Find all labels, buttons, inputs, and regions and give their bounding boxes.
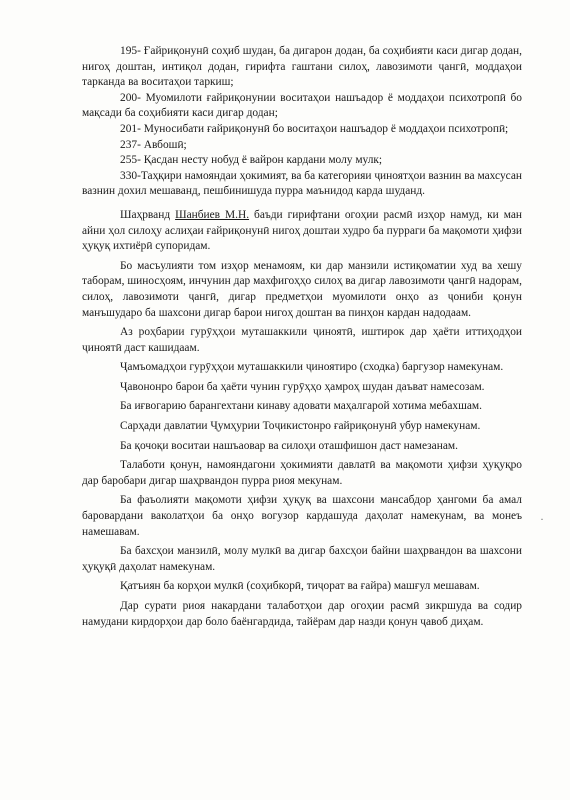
statement-border: Сарҳади давлатии Ҷумҳурии Тоҷикистонро ғайриқонунӣ убур намекунам.: [120, 420, 481, 433]
citizen-declaration-text: баъди гирифтани огоҳии расмӣ изҳор намуд, ки ман айни ҳол силоҳу аслиҳаи ғайриқонунӣ нигоҳ доштаи худро ба пурраги ба мақомоти ҳифзи ҳуқуқ ихтиёрӣ супоридам.: [82, 208, 522, 253]
statement-provocation: Ба иғвогарию барангехтани кинаву адовати маҳалгарой хотима мебахшам.: [120, 400, 482, 413]
statement-smuggling: Ба қочоқи воситаи нашъаовар ва силоҳи оташфишон даст намезанам.: [120, 439, 458, 452]
citizen-name: Шанбиев М.Н.: [175, 208, 250, 221]
statement-youth: Ҷавононро барои ба ҳаёти чунин гурӯҳҳо ҳамроҳ шудан даъват намесозам.: [120, 380, 485, 393]
article-195: 195- Ғайриқонунӣ соҳиб шудан, ба дигарон додан, ба соҳибияти каси дигар додан, нигоҳ доштан, интиқол додан, гирифта гаштани силоҳ, лавозимоти ҷангӣ, моддаҳои тарканда ва воситаҳои таркиш;: [82, 45, 522, 89]
margin-mark: ·: [540, 512, 544, 526]
citizen-declaration: [82, 208, 522, 255]
statement-law: Талаботи қонун, намояндагони ҳокимияти давлатӣ ва мақомоти ҳифзи ҳуқуқро дар баробари дигар шаҳрвандон пурра риоя мекунам.: [82, 459, 522, 487]
statement-leadership: Аз роҳбарии гурӯҳҳои муташаккили ҷиноятӣ, иштирок дар ҳаёти иттиҳодҳои ҷиноятӣ даст кашидаам.: [82, 326, 522, 354]
statement-authorities: Ба фаъолияти мақомоти ҳифзи ҳуқуқ ва шахсони мансабдор ҳангоми ба амал баровардани ваколатҳои ба онҳо вогузор кардашуда даҳолат намекунам, ва монеъ намешавам.: [82, 494, 522, 538]
statement-disputes: Ба бахсҳои манзилӣ, молу мулкӣ ва дигар бахсҳои байни шаҳрвандон ва шахсони ҳуқуқӣ даҳолат намекунам.: [82, 545, 522, 573]
article-330: 330-Таҳқири намояндаи ҳокимият, ва ба категорияи ҷиноятҳои вазнин ва махсусан вазнин дохил мешаванд, пешбинишуда пурра маънидод карда шуданд.: [82, 169, 522, 198]
citizen-prefix: Шаҳрванд: [120, 208, 176, 221]
document-body: [82, 44, 522, 630]
article-201: 201- Муносибати ғайриқонунӣ бо воситаҳои нашъадор ё моддаҳои психотропӣ;: [120, 122, 509, 135]
statement-weapons: Бо масъулияти том изҳор менамоям, ки дар манзили истиқоматии худ ва хешу таборам, шиносҳоям, инчунин дар махфигоҳҳо силоҳ ва дигар лавозимоти ҷангӣ надорам, силоҳ, лавозимоти ҷангӣ, дигар предметҳои муомилоти онҳо аз ҷониби қонун манъшударо ба шахсони дигар барои нигоҳ доштан ва пинҳон кардан надодаам.: [82, 259, 522, 319]
statement-business: Қатъиян ба корҳои мулкӣ (соҳибкорӣ, тиҷорат ва ғайра) машғул мешавам.: [120, 580, 480, 593]
article-237: 237- Авбошӣ;: [120, 138, 187, 151]
article-255: 255- Қасдан несту нобуд ё вайрон кардани молу мулк;: [120, 154, 383, 167]
statement-gatherings: Ҷамъомадҳои гурӯҳҳои муташаккили ҷиноятиро (сходка) баргузор намекунам.: [120, 361, 504, 374]
statement-responsibility: Дар сурати риоя накардани талаботҳои дар огоҳии расмӣ зикршуда ва содир намудани кирдорҳои дар боло баёнгардида, тайёрам дар назди қонун ҷавоб диҳам.: [82, 600, 522, 628]
article-200: 200- Муомилоти ғайриқонунии воситаҳои нашъадор ё моддаҳои психотропӣ бо мақсади ба соҳибияти каси дигар додан;: [82, 91, 522, 120]
